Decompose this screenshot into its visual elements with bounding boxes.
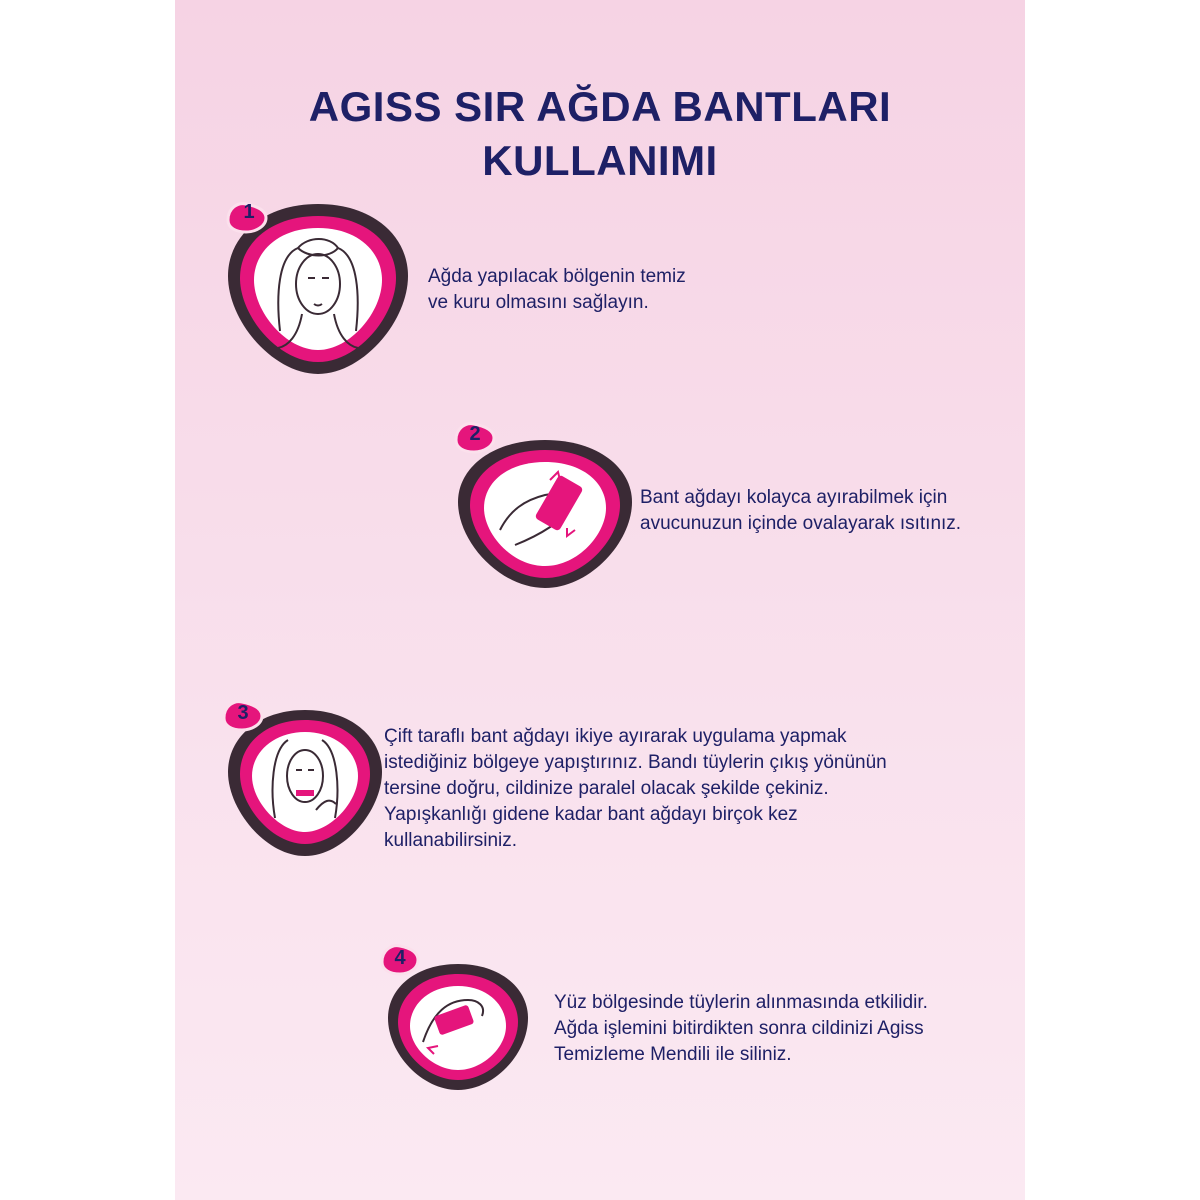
step-2-line-1: Bant ağdayı kolayca ayırabilmek için [640,487,948,508]
woman-face-icon [218,196,418,386]
step-1-text [428,264,686,316]
page-title [175,80,1025,188]
woman-applying-strip-icon [220,700,390,860]
step-4-line-1: Yüz bölgesinde tüylerin alınmasında etkilidir. [554,992,928,1013]
strip-pulling-icon [378,942,538,1094]
step-1-line-1: Ağda yapılacak bölgenin temiz [428,266,686,287]
step-1-line-2: ve kuru olmasını sağlayın. [428,292,649,313]
step-4-text [554,990,928,1068]
page-title-line-2: KULLANIMI [482,137,718,184]
step-3-line-1: Çift taraflı bant ağdayı ikiye ayırarak uygulama yapmak [384,726,847,747]
page-title-line-1: AGISS SIR AĞDA BANTLARI [308,83,892,130]
step-3-line-4: Yapışkanlığı gidene kadar bant ağdayı birçok kez [384,804,798,825]
hands-rubbing-strip-icon [450,420,640,595]
step-3-line-2: istediğiniz bölgeye yapıştırınız. Bandı tüylerin çıkış yönünün [384,752,887,773]
step-2-number: 2 [469,423,481,445]
step-1-number: 1 [243,201,255,223]
step-2-line-2: avucunuzun içinde ovalayarak ısıtınız. [640,513,962,534]
step-4-line-3: Temizleme Mendili ile siliniz. [554,1044,792,1065]
step-3-line-3: tersine doğru, cildinize paralel olacak şekilde çekiniz. [384,778,829,799]
step-3-text [384,724,887,854]
step-4-number: 4 [394,947,406,969]
step-2-text [640,485,961,537]
step-3-number: 3 [237,702,249,724]
step-4-line-2: Ağda işlemini bitirdikten sonra cildinizi Agiss [554,1018,924,1039]
step-3-line-5: kullanabilirsiniz. [384,830,518,851]
